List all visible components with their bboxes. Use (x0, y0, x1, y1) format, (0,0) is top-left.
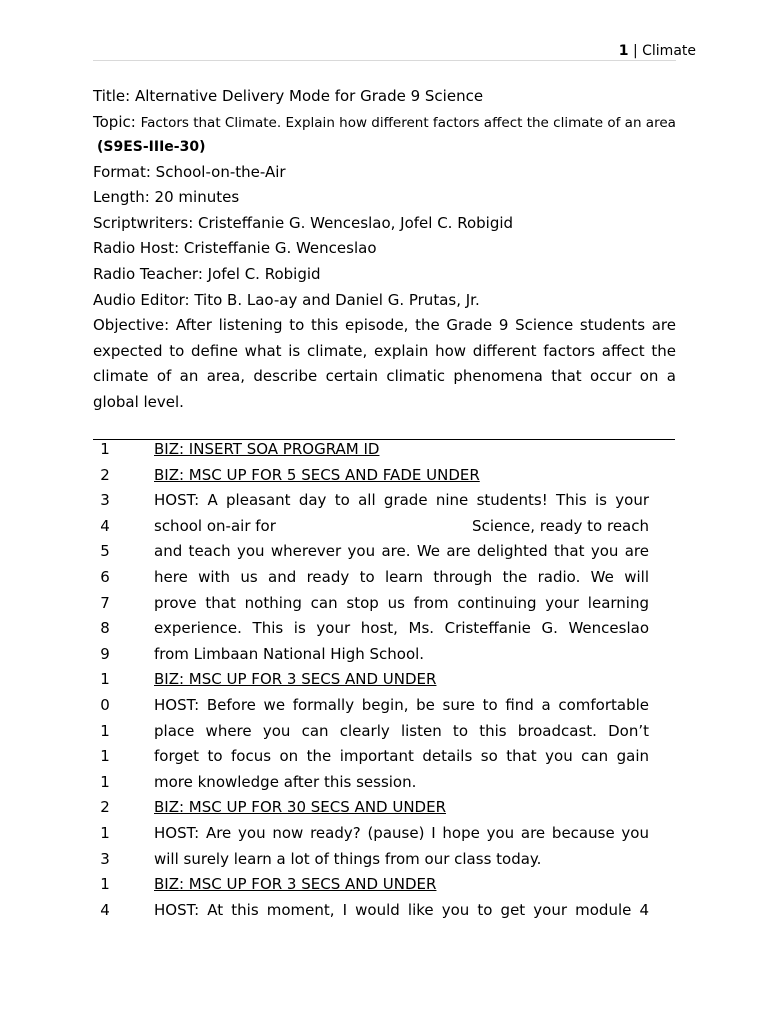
script-row (93, 642, 676, 668)
line-number: 5 (100, 542, 110, 561)
document-title: Title: Alternative Delivery Mode for Grade 9 Science (93, 87, 484, 105)
biz-cue: BIZ: MSC UP FOR 5 SECS AND FADE UNDER (154, 465, 480, 484)
line-number: 6 (100, 567, 110, 586)
biz-cue: BIZ: INSERT SOA PROGRAM ID (154, 440, 380, 458)
line-number: 1 (100, 875, 110, 894)
topic-text: Factors that Climate. Explain how different factors affect the climate of an area (140, 114, 676, 131)
biz-cue: BIZ: MSC UP FOR 3 SECS AND UNDER (154, 670, 437, 689)
host-line: here with us and ready to learn through the radio. We will (154, 567, 649, 586)
header-divider (93, 60, 676, 61)
script-row (93, 565, 676, 591)
radio-teacher: Radio Teacher: Jofel C. Robigid (93, 264, 321, 283)
script-row (93, 437, 676, 463)
line-number: 3 (100, 849, 110, 868)
line-number: 8 (100, 619, 110, 638)
scriptwriters: Scriptwriters: Cristeffanie G. Wenceslao, Jofel C. Robigid (93, 213, 514, 232)
audio-editor: Audio Editor: Tito B. Lao-ay and Daniel G. Prutas, Jr. (93, 290, 480, 309)
topic (93, 110, 676, 135)
script-row (93, 488, 676, 514)
page-number: 1 (618, 43, 629, 59)
script-row (93, 795, 676, 821)
script-row (93, 821, 676, 847)
line-number: 4 (100, 516, 110, 535)
format: Format: School-on-the-Air (93, 162, 286, 181)
script-row (93, 898, 676, 924)
topic-label: Topic: (93, 112, 136, 131)
line-number: 1 (100, 823, 110, 842)
script-body (93, 437, 676, 923)
host-line-start: school on-air for (154, 516, 276, 535)
competency-code: (S9ES-IIIe-30) (97, 138, 206, 155)
host-line: more knowledge after this session. (154, 772, 417, 791)
host-line: will surely learn a lot of things from our class today. (154, 849, 542, 868)
host-line: HOST: A pleasant day to all grade nine students! This is your (154, 491, 649, 510)
line-number: 2 (100, 465, 110, 484)
script-row (93, 514, 676, 540)
host-line: and teach you wherever you are. We are delighted that you are (154, 542, 649, 561)
line-number: 3 (100, 491, 110, 510)
script-row (93, 770, 676, 796)
line-number: 2 (100, 798, 110, 817)
host-line: forget to focus on the important details so that you can gain (154, 747, 649, 766)
host-line: experience. This is your host, Ms. Cristeffanie G. Wenceslao (154, 619, 649, 638)
line-number: 1 (100, 721, 110, 740)
page-header (93, 42, 696, 60)
objective: Objective: After listening to this episode, the Grade 9 Science students are expected to define what is climate, explain how different factors affect the climate of an area, describe certain climatic phenomena that occur on a global level. (93, 316, 676, 411)
line-number: 4 (100, 900, 110, 919)
host-line: HOST: At this moment, I would like you to get your module 4 (154, 900, 649, 919)
script-row (93, 667, 676, 693)
host-line: place where you can clearly listen to this broadcast. Don’t (154, 721, 649, 740)
length: Length: 20 minutes (93, 188, 240, 207)
script-metadata (93, 84, 676, 416)
header-separator: | (632, 43, 638, 59)
radio-host: Radio Host: Cristeffanie G. Wenceslao (93, 239, 377, 258)
biz-cue: BIZ: MSC UP FOR 30 SECS AND UNDER (154, 798, 447, 817)
host-line: HOST: Are you now ready? (pause) I hope you are because you (154, 823, 649, 842)
line-number: 0 (100, 695, 110, 714)
script-row (93, 744, 676, 770)
script-row (93, 719, 676, 745)
line-number: 1 (100, 670, 110, 689)
script-row (93, 693, 676, 719)
script-row (93, 616, 676, 642)
biz-cue: BIZ: MSC UP FOR 3 SECS AND UNDER (154, 875, 437, 894)
line-number: 1 (100, 440, 110, 458)
host-line: from Limbaan National High School. (154, 644, 425, 663)
script-row (93, 591, 676, 617)
line-number: 9 (100, 644, 110, 663)
line-number: 7 (100, 593, 110, 612)
script-row (93, 539, 676, 565)
line-number: 1 (100, 772, 110, 791)
host-line-end: Science, ready to reach (472, 516, 649, 535)
header-title: Climate (642, 43, 696, 59)
script-row (93, 847, 676, 873)
host-line: HOST: Before we formally begin, be sure to find a comfortable (154, 695, 649, 714)
script-row (93, 872, 676, 898)
line-number: 1 (100, 747, 110, 766)
script-row (93, 463, 676, 489)
host-line: prove that nothing can stop us from continuing your learning (154, 593, 649, 612)
